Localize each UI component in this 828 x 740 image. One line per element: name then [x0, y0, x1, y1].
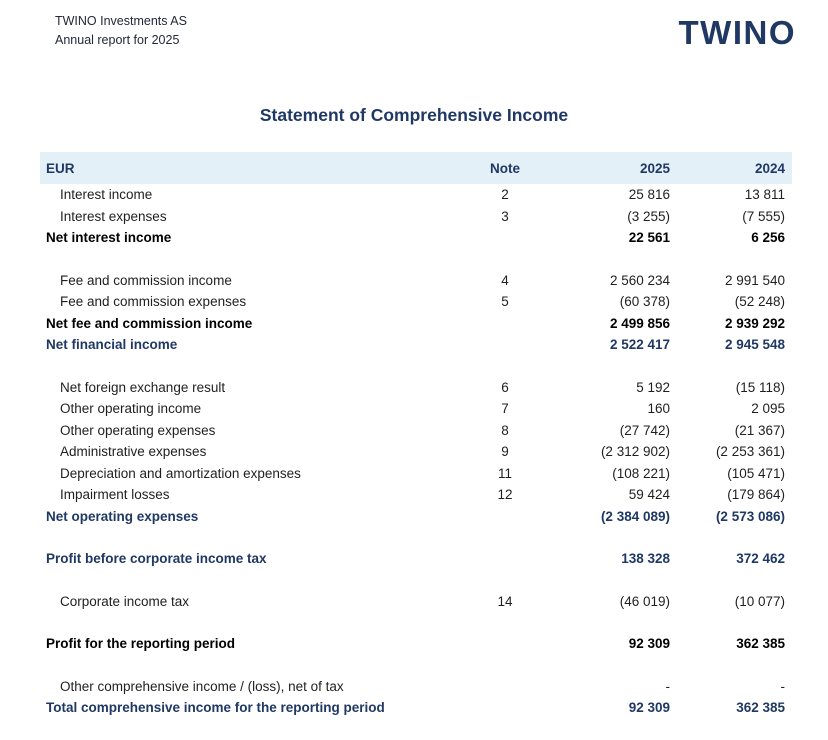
row-value-2025: (3 255) — [627, 208, 670, 224]
table-row — [40, 591, 792, 613]
row-note: 9 — [501, 444, 509, 460]
table-row — [40, 227, 792, 249]
spacer-row — [40, 527, 792, 548]
row-value-2024: (7 555) — [742, 208, 785, 224]
row-label: Other comprehensive income / (loss), net of tax — [60, 678, 344, 694]
row-value-2025: (27 742) — [619, 422, 670, 438]
row-note: 7 — [501, 401, 509, 417]
table-row — [40, 463, 792, 485]
row-value-2025: 2 522 417 — [609, 337, 670, 353]
spacer-row — [40, 356, 792, 377]
table-row — [40, 291, 792, 313]
row-note: 6 — [501, 379, 509, 395]
row-value-2025: 2 499 856 — [609, 315, 670, 331]
row-value-2024: (2 253 361) — [715, 444, 785, 460]
row-label: Fee and commission income — [60, 272, 232, 288]
row-value-2025: 22 561 — [628, 230, 670, 246]
table-row — [40, 334, 792, 356]
table-row — [40, 377, 792, 399]
row-value-2024: - — [780, 678, 785, 694]
row-value-2025: 59 424 — [628, 487, 670, 503]
page-title: Statement of Comprehensive Income — [259, 105, 569, 125]
row-note: 14 — [497, 593, 513, 609]
row-label: Net financial income — [46, 337, 178, 353]
row-value-2024: (15 118) — [735, 379, 785, 395]
col-header-eur: EUR — [46, 160, 75, 176]
income-statement-table — [40, 152, 792, 719]
twino-logo: TWINO — [678, 14, 796, 51]
row-value-2024: 13 811 — [744, 187, 785, 203]
row-note: 5 — [501, 294, 509, 310]
row-label: Net foreign exchange result — [60, 379, 226, 395]
col-header-2024: 2024 — [754, 160, 785, 176]
row-note: 3 — [501, 208, 509, 224]
row-value-2024: 2 939 292 — [724, 315, 785, 331]
table-row — [40, 184, 792, 206]
company-name: TWINO Investments AS — [55, 14, 187, 28]
row-note: 2 — [501, 187, 509, 203]
row-value-2024: (2 573 086) — [715, 508, 785, 524]
row-value-2024: 2 095 — [751, 401, 785, 417]
table-row — [40, 420, 792, 442]
row-value-2025: (2 312 902) — [600, 444, 670, 460]
row-value-2025: 92 309 — [628, 636, 670, 652]
row-value-2025: (108 221) — [612, 465, 670, 481]
row-note: 4 — [501, 272, 509, 288]
row-label: Impairment losses — [60, 487, 170, 503]
row-label: Total comprehensive income for the reporting period — [46, 700, 385, 716]
row-value-2024: 2 945 548 — [724, 337, 785, 353]
table-header-row — [40, 152, 792, 184]
row-note: 11 — [497, 465, 512, 481]
table-row — [40, 697, 792, 719]
row-note: 12 — [497, 487, 513, 503]
row-label: Depreciation and amortization expenses — [60, 465, 301, 481]
row-label: Net operating expenses — [46, 508, 199, 524]
row-note: 8 — [501, 422, 509, 438]
table-body — [40, 184, 792, 719]
row-value-2024: (21 367) — [734, 422, 785, 438]
row-label: Profit before corporate income tax — [46, 551, 267, 567]
row-value-2024: 362 385 — [736, 636, 785, 652]
row-value-2025: (46 019) — [619, 593, 670, 609]
table-row — [40, 633, 792, 655]
col-header-note: Note — [490, 160, 520, 176]
spacer-row — [40, 570, 792, 591]
row-label: Net interest income — [46, 230, 172, 246]
row-value-2024: (52 248) — [734, 294, 785, 310]
report-subtitle: Annual report for 2025 — [55, 32, 180, 47]
row-label: Administrative expenses — [60, 444, 207, 460]
document-meta — [55, 12, 187, 50]
row-value-2025: 92 309 — [628, 700, 670, 716]
row-label: Fee and commission expenses — [60, 294, 247, 310]
spacer-row — [40, 249, 792, 270]
row-label: Other operating expenses — [60, 422, 216, 438]
table-row — [40, 676, 792, 698]
table-row — [40, 484, 792, 506]
row-label: Other operating income — [60, 401, 202, 417]
row-value-2025: - — [665, 678, 670, 694]
row-label: Interest expenses — [60, 208, 167, 224]
row-value-2025: (2 384 089) — [600, 508, 670, 524]
row-value-2024: 6 256 — [751, 230, 785, 246]
row-value-2025: (60 378) — [619, 294, 670, 310]
table-row — [40, 441, 792, 463]
table-row — [40, 270, 792, 292]
row-value-2024: (105 471) — [727, 465, 785, 481]
row-label: Interest income — [60, 187, 153, 203]
row-label: Net fee and commission income — [46, 315, 253, 331]
row-value-2025: 2 560 234 — [609, 272, 670, 288]
row-value-2024: 2 991 540 — [724, 272, 785, 288]
col-header-2025: 2025 — [639, 160, 670, 176]
row-value-2024: 372 462 — [736, 551, 785, 567]
row-value-2025: 160 — [647, 401, 670, 417]
table-row — [40, 506, 792, 528]
table-row — [40, 398, 792, 420]
table-row — [40, 548, 792, 570]
row-label: Profit for the reporting period — [46, 636, 235, 652]
spacer-row — [40, 655, 792, 676]
row-value-2024: (179 864) — [727, 487, 785, 503]
row-value-2024: 362 385 — [736, 700, 785, 716]
spacer-row — [40, 612, 792, 633]
row-value-2025: 5 192 — [636, 379, 670, 395]
row-value-2024: (10 077) — [734, 593, 785, 609]
row-value-2025: 138 328 — [621, 551, 670, 567]
row-label: Corporate income tax — [60, 593, 190, 609]
page-header — [0, 0, 828, 52]
table-row — [40, 206, 792, 228]
table-row — [40, 313, 792, 335]
row-value-2025: 25 816 — [628, 187, 670, 203]
